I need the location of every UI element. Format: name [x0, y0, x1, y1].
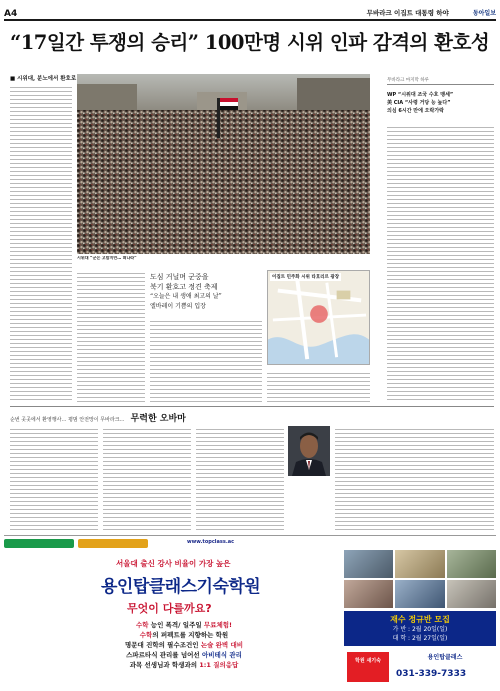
subhead-line: 도심 거닐며 군중을 — [150, 273, 209, 281]
obama-kicker: 순번 곳곳에서 환영행사… 평범 안전망이 무바라크… — [10, 417, 125, 423]
ad-feature-highlight: 무료체험! — [203, 621, 233, 629]
caption-title: 시위대 “군은 고맙지만… 떠나라” — [77, 256, 137, 260]
sidebar-title-line: WP “시위대 조국 수호 맹세” — [387, 92, 454, 98]
ad-top-banner — [4, 538, 496, 548]
page-header — [4, 3, 496, 21]
ad-phone-number[interactable]: 031-339-7333 — [396, 669, 467, 679]
ad-feature-highlight: 1:1 질의응답 — [199, 661, 239, 669]
ad-website[interactable]: www.topclass.ac — [187, 539, 235, 545]
main-headline: “17일간 투쟁의 승리” 100만명 시위 인파 감격의 환호성 — [10, 31, 490, 54]
dateline — [23, 16, 366, 19]
article-text-column-1 — [10, 84, 72, 402]
ad-feature-accent: 수학 — [135, 621, 149, 629]
obama-text-3 — [196, 426, 284, 530]
article-text-column-2 — [77, 270, 145, 402]
obama-photo — [288, 426, 330, 476]
ad-question: 무엇이 다를까요? — [127, 602, 212, 615]
sidebar-box-label: 무바라크 마지막 하루 — [387, 75, 494, 85]
ad-logo-mark — [347, 652, 389, 682]
obama-text-4 — [335, 426, 494, 530]
ad-feature-list — [79, 620, 289, 670]
sidebar-title — [387, 91, 494, 115]
obama-text-2 — [103, 426, 191, 530]
ad-feature-text: 스파르타식 관리를 넘어선 — [126, 651, 202, 659]
ad-photo — [395, 580, 444, 608]
ad-feature-highlight: 논술 완벽 대비 — [200, 641, 244, 649]
article-subheads — [150, 272, 262, 312]
ad-recruit-title: 재수 정규반 모집 — [390, 615, 450, 624]
ad-photo — [395, 550, 444, 578]
ad-feature-line — [79, 650, 289, 660]
subhead-line: 엘바레이 기쁨의 입장 — [150, 303, 206, 310]
ad-logo-text: 용인탑클래스 — [427, 654, 463, 661]
ad-feature-text: 명문대 진학의 필수조건인 — [124, 641, 201, 649]
ad-photo — [447, 580, 496, 608]
section-title: 무바라크 이집트 대통령 하야 — [366, 9, 449, 17]
ad-recruit-box — [344, 611, 496, 646]
article-text-column-3 — [150, 318, 262, 402]
ad-logo-sub: 학원 새기숙 — [355, 658, 381, 664]
ad-brand-name: 용인탑클래스기숙학원 — [101, 577, 261, 597]
page-number: A4 — [4, 9, 18, 19]
tahrir-square-map — [267, 270, 370, 365]
ad-recruit-date: 대 학 : 2월 27일(일) — [392, 635, 448, 642]
ad-feature-highlight: 아비테식 관리 — [201, 651, 242, 659]
sidebar-title-line: 의심 6시간 만에 오락가락 — [387, 108, 445, 114]
ad-feature-text: 능인 폭격/ 일주일 — [148, 621, 204, 629]
ad-feature-line — [79, 640, 289, 650]
ad-recruit-date: 가 반 : 2월 20일(일) — [392, 626, 448, 633]
newspaper-name: 동아일보 — [472, 10, 496, 17]
ad-photo — [447, 550, 496, 578]
subhead-line: 북기 환호고 정견 축제 — [150, 283, 218, 291]
sidebar-title-line: 美 CIA “사령 거당 능 높다” — [387, 100, 451, 106]
sidebar-text — [387, 124, 494, 402]
ad-photo — [344, 550, 393, 578]
obama-title: 무력한 오바마 — [130, 414, 186, 424]
academy-advertisement — [4, 535, 496, 688]
ad-banner-chip — [78, 539, 148, 548]
ad-feature-line — [79, 620, 289, 630]
ad-photo — [344, 580, 393, 608]
article-byline: ■ 시위대, 분노에서 환호로 — [10, 76, 77, 82]
map-title: 이집트 민주화 시위 타흐리르 광장 — [272, 275, 340, 280]
ad-feature-line — [79, 660, 289, 670]
article-text-column-4 — [267, 370, 370, 402]
ad-feature-line — [79, 630, 289, 640]
obama-text-1 — [10, 426, 98, 530]
ad-tagline: 서울대 출신 강사 비율이 가장 높은 — [116, 559, 231, 568]
subhead-line: “오늘은 내 생애 최고의 날” — [150, 293, 222, 300]
ad-photo-grid — [344, 550, 496, 608]
photo-caption — [77, 256, 370, 265]
obama-story-header — [10, 406, 494, 424]
ad-feature-text: 과목 선생님과 학생과의 — [129, 661, 200, 669]
ad-feature-text: 의 퍼펙트를 지향하는 학원 — [152, 631, 229, 639]
ad-banner-chip — [4, 539, 74, 548]
protest-crowd-photo — [77, 74, 370, 254]
ad-feature-accent: 수학 — [139, 631, 153, 639]
